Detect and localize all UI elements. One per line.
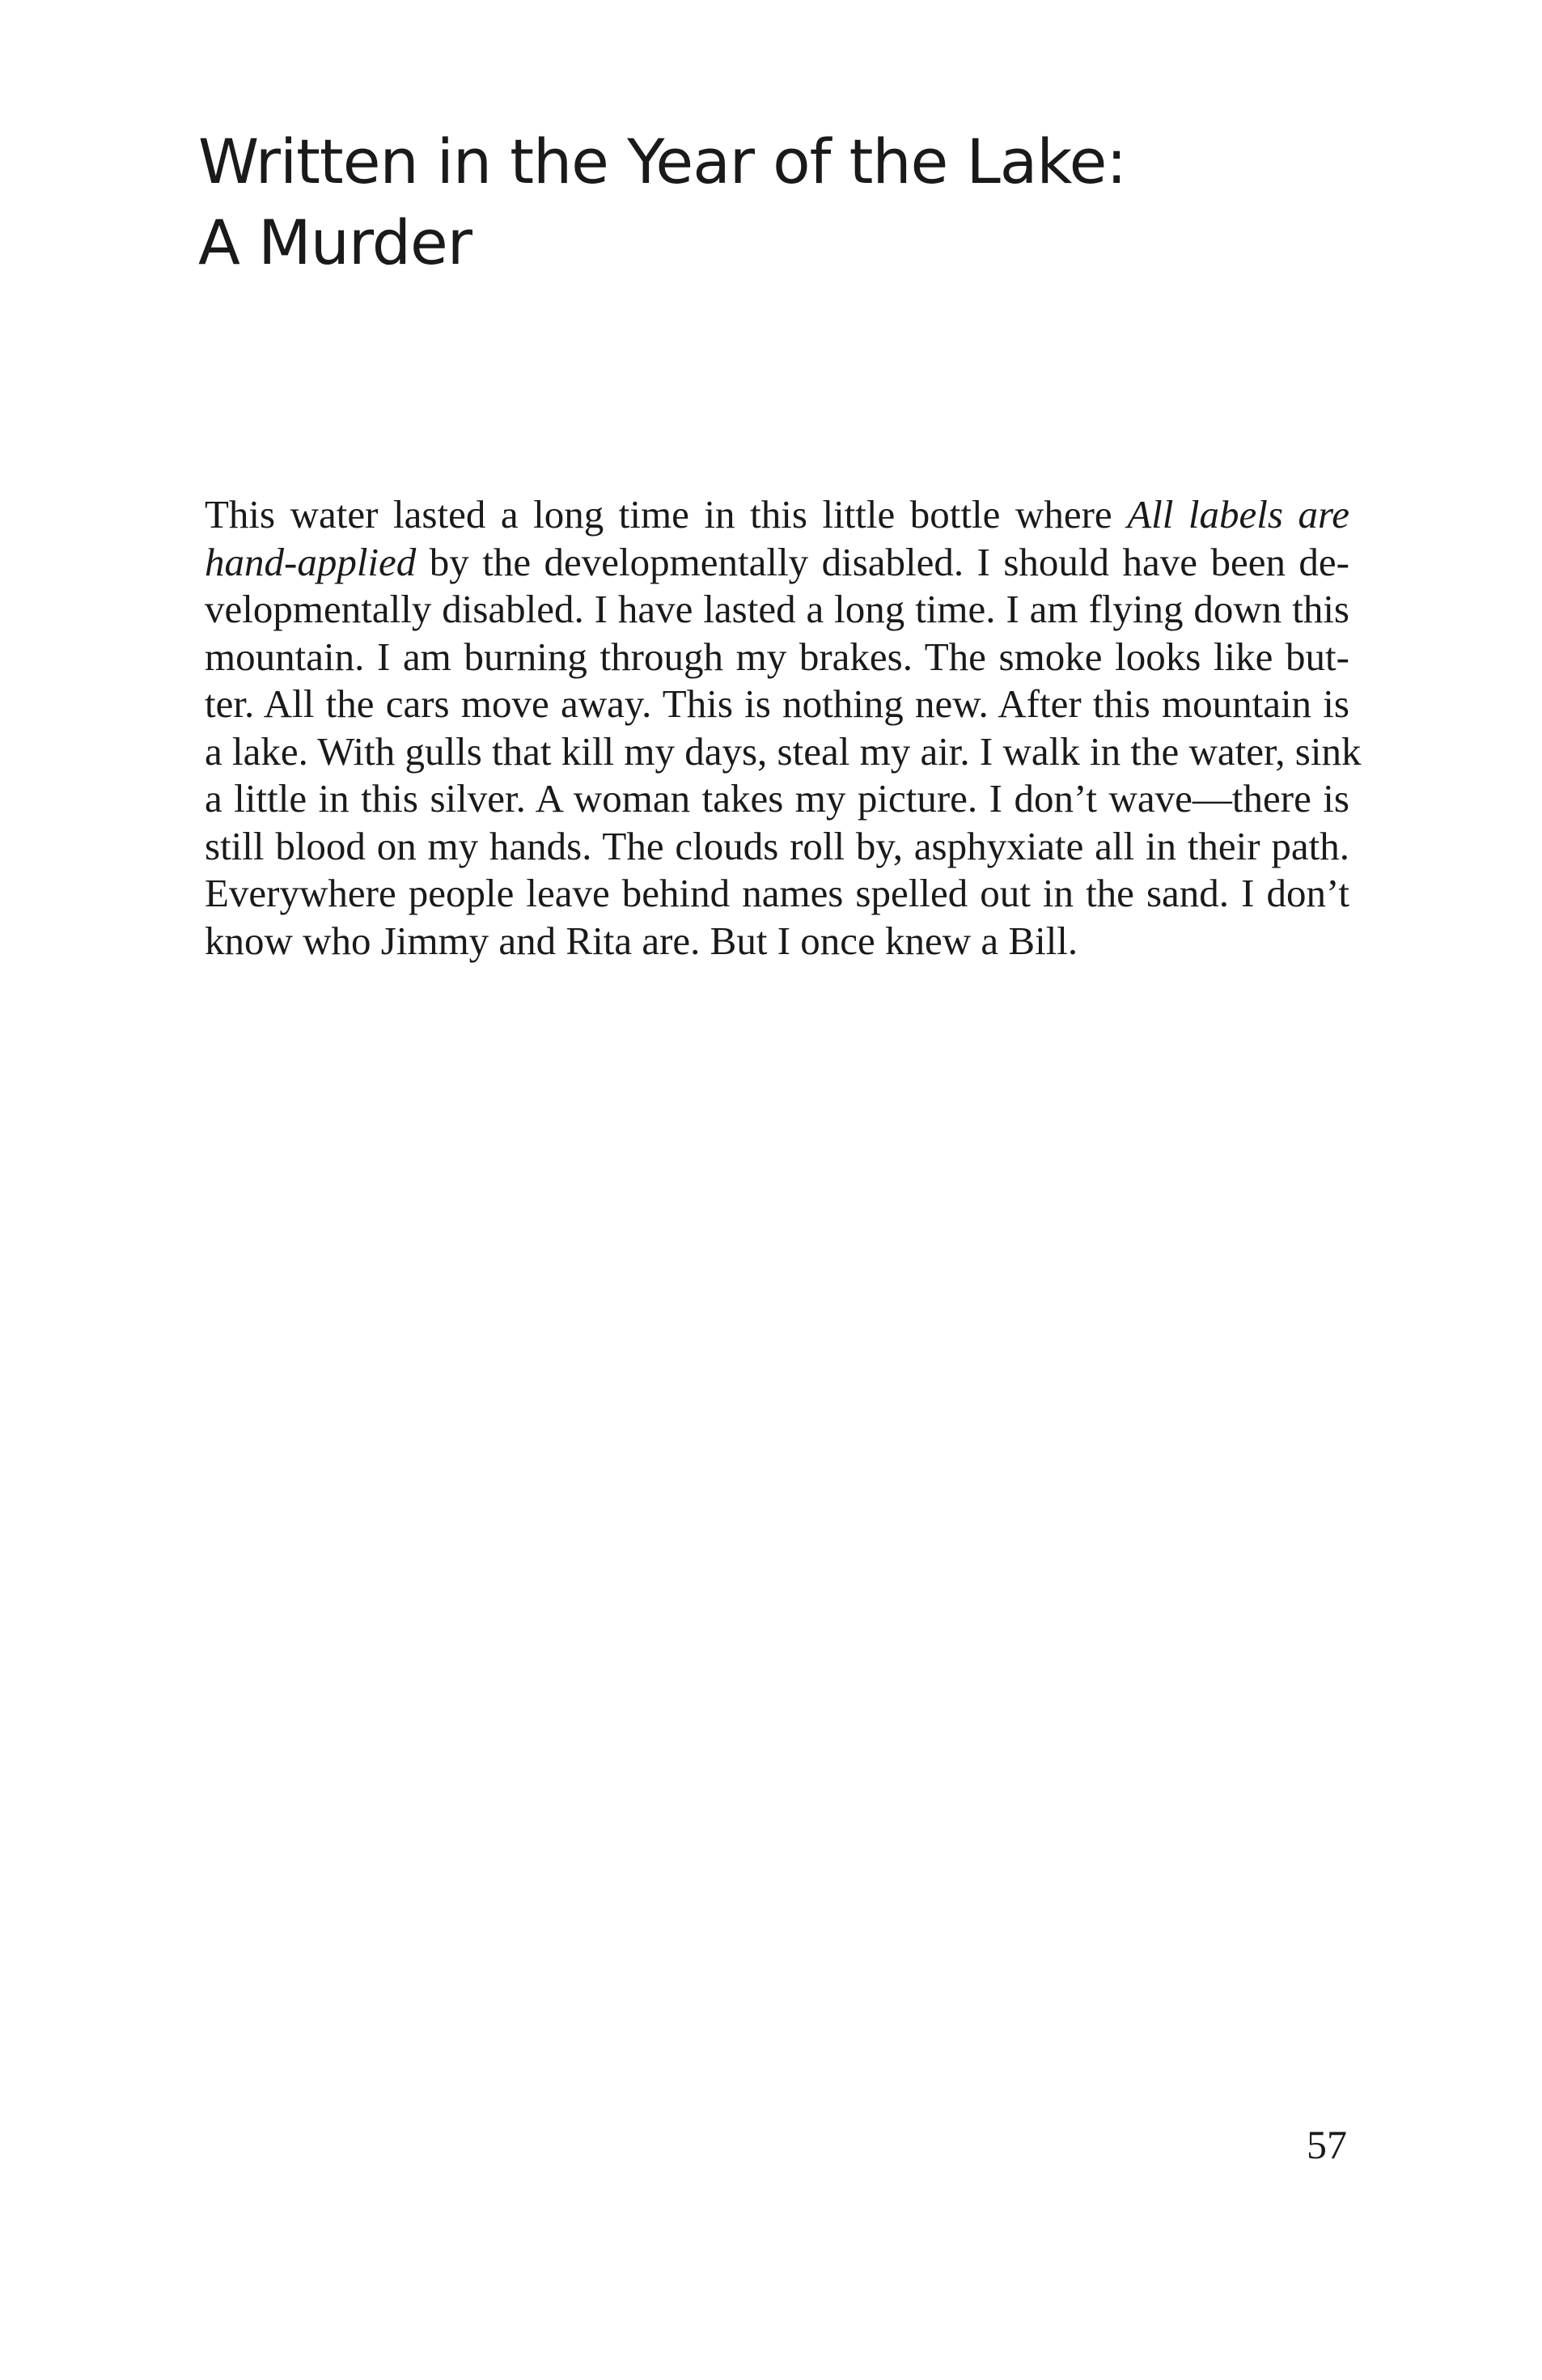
body-line-7: a little in this silver. A woman takes my picture. I don’t wave—there is xyxy=(205,776,1349,821)
body-line-6: a lake. With gulls that kill my days, steal my air. I walk in the water, sink xyxy=(205,728,1362,774)
body-line-10: know who Jimmy and Rita are. But I once knew a Bill. xyxy=(205,918,1078,963)
page-number: 57 xyxy=(1307,2122,1347,2167)
page-title xyxy=(198,121,1371,283)
body-line-5: ter. All the cars move away. This is nothing new. After this mountain is xyxy=(205,681,1349,726)
title-line-2: A Murder xyxy=(198,206,472,278)
italic-quote: All labels are xyxy=(1127,492,1349,537)
body-line-2 xyxy=(205,539,1349,587)
body-paragraph xyxy=(205,491,1362,965)
body-line-9: Everywhere people leave behind names spelled out in the sand. I don’t xyxy=(205,871,1349,915)
title-line-1: Written in the Year of the Lake: xyxy=(198,125,1127,197)
body-line-8: still blood on my hands. The clouds roll by, asphyxiate all in their path. xyxy=(205,823,1349,868)
body-line-1-text: This water lasted a long time in this little bottle where xyxy=(205,492,1128,537)
body-line-3: velopmentally disabled. I have lasted a long time. I am flying down this xyxy=(205,587,1349,631)
body-line-2-text: by the developmentally disabled. I should have been de- xyxy=(416,539,1349,584)
body-line-4: mountain. I am burning through my brakes. The smoke looks like but- xyxy=(205,634,1349,679)
body-line-1 xyxy=(205,491,1349,539)
italic-quote-continued: hand-applied xyxy=(205,539,417,584)
